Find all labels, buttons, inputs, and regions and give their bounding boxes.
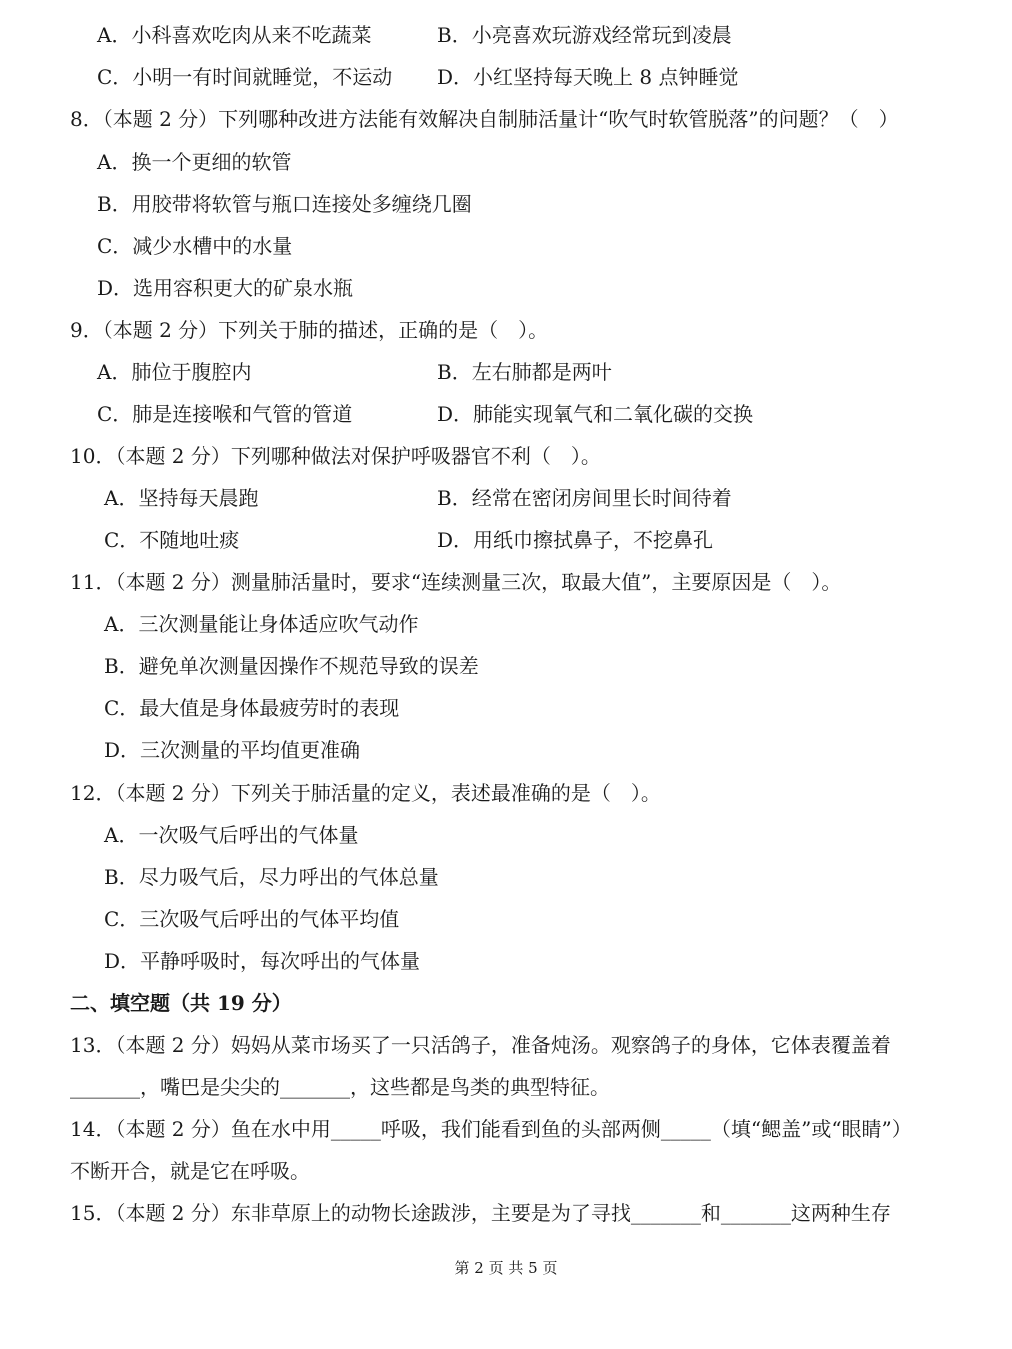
question-8: 8．（本题 2 分）下列哪种改进方法能有效解决自制肺活量计“吹气时软管脱落”的问题？（ ） <box>70 107 899 131</box>
q11-option-d: D．三次测量的平均值更准确 <box>104 738 361 762</box>
question-10: 10．（本题 2 分）下列哪种做法对保护呼吸器官不利（ ）。 <box>70 444 601 468</box>
page-footer: 第 2 页 共 5 页 <box>454 1259 558 1277</box>
question-15: 15．（本题 2 分）东非草原上的动物长途跋涉，主要是为了寻找_______和_______这两种生存 <box>70 1201 891 1225</box>
q9-option-a: A．肺位于腹腔内 <box>97 360 252 384</box>
q12-option-a: A．一次吸气后呼出的气体量 <box>104 823 359 847</box>
q12-option-b: B．尽力吸气后，尽力呼出的气体总量 <box>104 865 439 889</box>
q7-option-a: A．小科喜欢吃肉从来不吃蔬菜 <box>97 23 372 47</box>
question-13: 13．（本题 2 分）妈妈从菜市场买了一只活鸽子，准备炖汤。观察鸽子的身体，它体表覆盖着 <box>70 1033 891 1057</box>
q7-option-c: C．小明一有时间就睡觉，不运动 <box>97 65 393 89</box>
q8-option-a: A．换一个更细的软管 <box>97 150 292 174</box>
q8-option-d: D．选用容积更大的矿泉水瓶 <box>97 276 354 300</box>
q9-option-c: C．肺是连接喉和气管的管道 <box>97 402 353 426</box>
q10-option-d: D．用纸巾擦拭鼻子，不挖鼻孔 <box>437 528 714 552</box>
q11-option-c: C．最大值是身体最疲劳时的表现 <box>104 696 400 720</box>
q10-option-a: A．坚持每天晨跑 <box>104 486 259 510</box>
question-14: 14．（本题 2 分）鱼在水中用_____呼吸，我们能看到鱼的头部两侧_____（填“鳃盖”或“眼睛”） <box>70 1117 912 1141</box>
q9-option-b: B．左右肺都是两叶 <box>437 360 612 384</box>
q12-option-c: C．三次吸气后呼出的气体平均值 <box>104 907 400 931</box>
question-14-cont: 不断开合，就是它在呼吸。 <box>70 1159 310 1183</box>
question-9: 9．（本题 2 分）下列关于肺的描述，正确的是（ ）。 <box>70 318 549 342</box>
q10-option-b: B．经常在密闭房间里长时间待着 <box>437 486 732 510</box>
q7-option-d: D．小红坚持每天晚上 8 点钟睡觉 <box>437 65 739 89</box>
question-12: 12．（本题 2 分）下列关于肺活量的定义，表述最准确的是（ ）。 <box>70 781 661 805</box>
q8-option-c: C．减少水槽中的水量 <box>97 234 293 258</box>
q8-option-b: B．用胶带将软管与瓶口连接处多缠绕几圈 <box>97 192 472 216</box>
question-13-cont: _______，嘴巴是尖尖的_______，这些都是鸟类的典型特征。 <box>70 1075 610 1099</box>
q7-option-b: B．小亮喜欢玩游戏经常玩到凌晨 <box>437 23 732 47</box>
q9-option-d: D．肺能实现氧气和二氧化碳的交换 <box>437 402 754 426</box>
q10-option-c: C．不随地吐痰 <box>104 528 240 552</box>
q12-option-d: D．平静呼吸时，每次呼出的气体量 <box>104 949 421 973</box>
section-heading: 二、填空题（共 19 分） <box>70 991 292 1015</box>
question-11: 11．（本题 2 分）测量肺活量时，要求“连续测量三次，取最大值”，主要原因是（ ）。 <box>70 570 842 594</box>
q11-option-a: A．三次测量能让身体适应吹气动作 <box>104 612 419 636</box>
q11-option-b: B．避免单次测量因操作不规范导致的误差 <box>104 654 479 678</box>
